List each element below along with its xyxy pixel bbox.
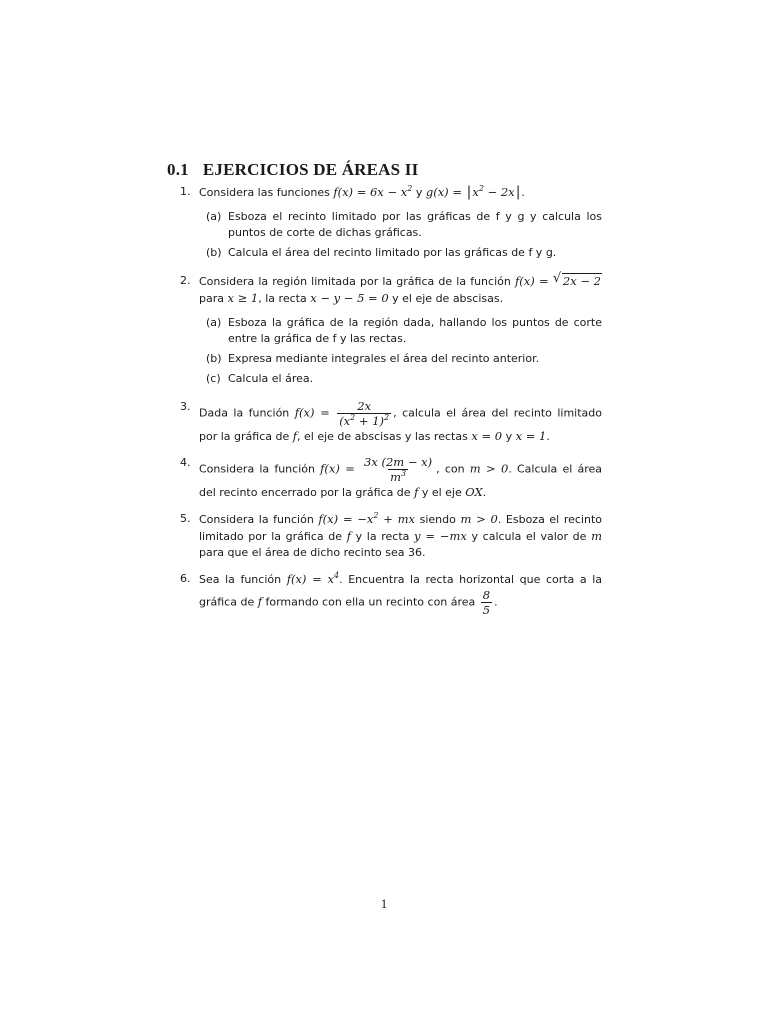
sub-question-list xyxy=(206,209,602,261)
exercise-3 xyxy=(180,399,602,445)
exercise-number: 6. xyxy=(180,572,191,585)
sub-text: Expresa mediante integrales el área del recinto anterior. xyxy=(228,352,540,365)
math-expression xyxy=(318,512,415,526)
statement-text: . Encuentra la recta horizontal que corta a la gráfica de xyxy=(199,573,603,609)
statement-text: y xyxy=(415,186,423,199)
exercise-number: 4. xyxy=(180,456,191,469)
statement-text: y calcula el valor de xyxy=(471,530,587,543)
sub-letter: (a) xyxy=(206,316,222,329)
fraction-numerator: 8 xyxy=(482,588,491,602)
math-expression: OX xyxy=(465,485,483,499)
math-expression: f xyxy=(346,529,351,543)
exercise-2 xyxy=(180,273,602,389)
exercise-6 xyxy=(180,571,602,617)
exercise-body xyxy=(199,184,602,263)
sub-text: Esboza el recinto limitado por las gráficas de f y g y calcula los puntos de corte de dichas gráficas. xyxy=(228,210,602,239)
statement-text: para que el área de dicho recinto sea 36. xyxy=(199,546,426,559)
statement-text: y xyxy=(505,430,513,443)
exercise-body xyxy=(199,399,602,445)
math-f: f(x) = x xyxy=(286,572,335,586)
exercise-body xyxy=(199,455,602,501)
statement-text: , la recta xyxy=(258,292,307,305)
fraction-numerator: 2x xyxy=(357,399,372,413)
abs-bar-right: | xyxy=(515,184,521,200)
exercise-4 xyxy=(180,455,602,501)
math-exponent: 2 xyxy=(350,413,356,423)
math-expression: x = 0 xyxy=(471,429,503,443)
math-expression: f xyxy=(292,429,297,443)
sub-question-a xyxy=(206,209,602,241)
statement-text: siendo xyxy=(419,513,456,526)
math-expression: x = 1 xyxy=(515,429,547,443)
statement-text: , calcula el área del recinto limitado por la gráfica de xyxy=(199,406,603,443)
math-expression: m > 0 xyxy=(469,461,509,476)
section-title: EJERCICIOS DE ÁREAS II xyxy=(202,160,419,179)
fraction-denominator xyxy=(337,413,391,428)
math-expression xyxy=(514,271,602,288)
statement-text: Considera la función xyxy=(199,462,315,476)
statement-text: . xyxy=(494,595,498,609)
exercise-list xyxy=(180,184,602,627)
math-term: − 2x xyxy=(487,185,515,199)
math-f: f(x) = 6x − x xyxy=(333,185,408,199)
math-expression: m > 0 xyxy=(460,512,498,526)
sub-question-b xyxy=(206,245,602,261)
math-expression: y = −mx xyxy=(414,529,467,543)
math-expression: x ≥ 1 xyxy=(227,291,259,305)
math-expression xyxy=(287,572,339,586)
math-exponent: 2 xyxy=(407,184,413,194)
fraction-denominator xyxy=(388,469,408,484)
statement-text: Considera las funciones xyxy=(199,186,330,199)
page-number: 1 xyxy=(380,896,388,911)
sub-letter: (b) xyxy=(206,246,222,259)
radical-sign: √ xyxy=(552,271,562,286)
exercise-statement xyxy=(199,273,602,307)
sub-letter: (a) xyxy=(206,210,222,223)
math-expression: x − y − 5 = 0 xyxy=(310,291,389,305)
math-expression: f(x) = xyxy=(294,405,330,420)
exercise-number: 5. xyxy=(180,512,191,525)
statement-text: y el eje xyxy=(421,486,462,499)
statement-text: Considera la región limitada por la gráfica de la función xyxy=(199,275,511,288)
exercise-number: 3. xyxy=(180,400,191,413)
math-exponent: 3 xyxy=(401,469,407,479)
statement-text: . xyxy=(482,486,487,499)
statement-text: . Calcula el área del recinto encerrado por la gráfica de xyxy=(199,462,603,499)
exercise-statement xyxy=(199,184,602,201)
math-expression: f xyxy=(414,485,419,499)
math-expression xyxy=(426,185,522,199)
statement-text: y el eje de abscisas. xyxy=(392,292,504,305)
exercise-number: 1. xyxy=(180,185,191,198)
square-root xyxy=(553,273,602,289)
math-expression: m xyxy=(591,529,602,543)
fraction xyxy=(362,455,434,484)
statement-text: . xyxy=(546,430,550,443)
math-exponent: 2 xyxy=(373,511,379,521)
math-f: f(x) = −x xyxy=(318,512,374,526)
sub-text: Calcula el área. xyxy=(228,372,314,385)
sub-question-c xyxy=(206,371,602,387)
math-f: f(x) = xyxy=(514,274,549,288)
sub-text: Calcula el área del recinto limitado por las gráficas de f y g. xyxy=(228,246,557,259)
fraction-denominator: 5 xyxy=(482,603,491,617)
denominator-part: m xyxy=(390,470,401,484)
math-exponent: 2 xyxy=(384,413,390,423)
math-exponent: 2 xyxy=(478,184,484,194)
denominator-part: + 1) xyxy=(358,414,385,428)
math-exponent: 4 xyxy=(334,571,340,581)
sub-text: Esboza la gráfica de la región dada, hallando los puntos de corte entre la gráfica de f y las rectas. xyxy=(228,316,602,345)
math-g: g(x) = xyxy=(425,185,462,199)
sub-question-b xyxy=(206,351,602,367)
sub-question-a xyxy=(206,315,602,347)
section-number: 0.1 xyxy=(167,160,189,179)
statement-text: formando con ella un recinto con área xyxy=(265,595,476,609)
exercise-body xyxy=(199,511,602,561)
abs-bar-left: | xyxy=(466,184,472,200)
exercise-body xyxy=(199,571,602,617)
math-expression xyxy=(333,185,412,199)
fraction-numerator: 3x (2m − x) xyxy=(364,455,433,469)
fraction xyxy=(337,399,391,428)
statement-text: . xyxy=(521,186,525,199)
math-expression: f xyxy=(257,594,262,609)
exercise-body xyxy=(199,273,602,389)
section-heading xyxy=(167,160,418,180)
statement-text: Sea la función xyxy=(199,573,282,586)
sub-letter: (b) xyxy=(206,352,222,365)
statement-text: . Esboza el recinto limitado por la gráfica de xyxy=(199,513,603,543)
statement-text: Considera la función xyxy=(199,513,314,526)
fraction xyxy=(481,588,492,617)
exercise-5 xyxy=(180,511,602,561)
statement-text: y la recta xyxy=(355,530,410,543)
math-term: + mx xyxy=(383,512,416,526)
exercise-1 xyxy=(180,184,602,263)
radicand: 2x − 2 xyxy=(562,274,601,288)
statement-text: Dada la función xyxy=(199,406,290,420)
math-var: x xyxy=(472,185,479,199)
statement-text: , el eje de abscisas y las rectas xyxy=(297,430,468,443)
statement-text: , con xyxy=(436,462,465,476)
math-expression: f(x) = xyxy=(320,461,355,476)
exercise-number: 2. xyxy=(180,274,191,287)
sub-question-list xyxy=(206,315,602,387)
sub-letter: (c) xyxy=(206,372,221,385)
statement-text: para xyxy=(199,292,224,305)
denominator-part: (x xyxy=(339,414,351,428)
